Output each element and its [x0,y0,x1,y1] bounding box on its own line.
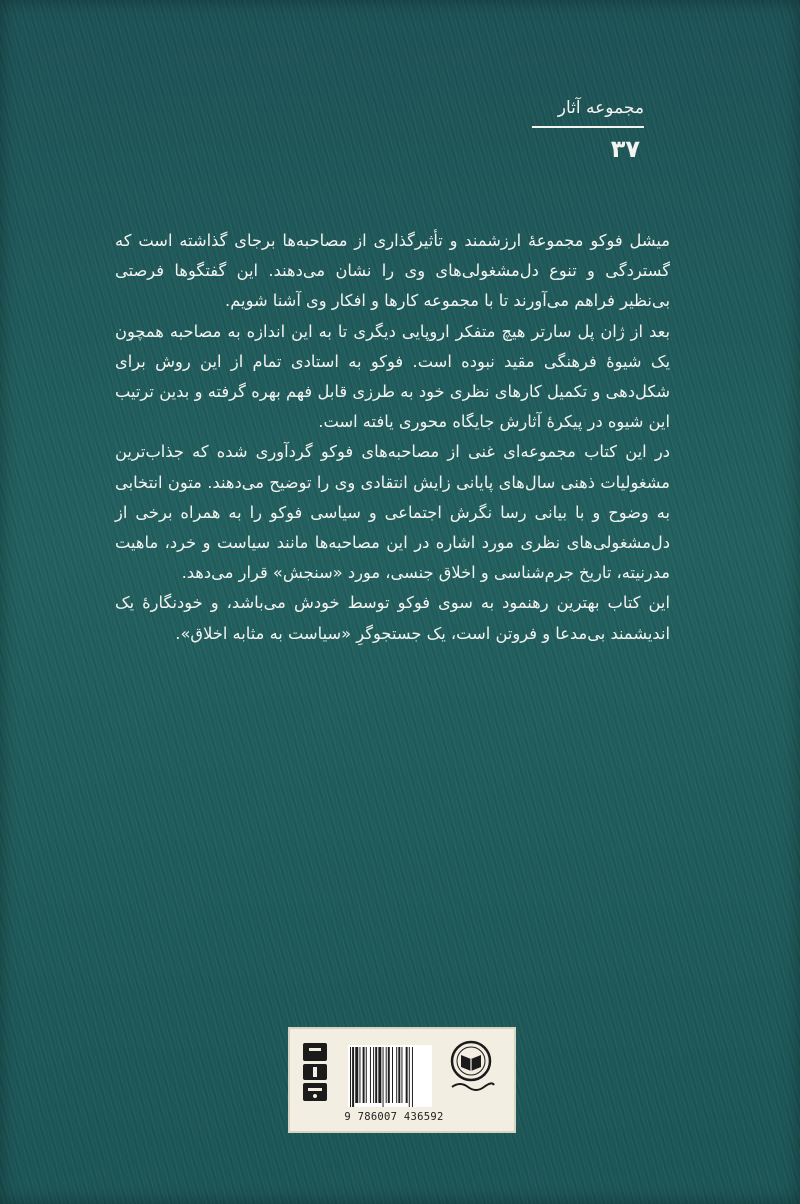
barcode-bar [366,1047,367,1103]
barcode-bar [352,1047,354,1107]
blurb-paragraph-4: این کتاب بهترین رهنمود به سوی فوکو توسط خودش می‌باشد، و خودنگارهٔ یک اندیشمند بی‌مدعا و فروتن است، یک جستجوگرِ «سیاست به مثابه اخلاق». [115,593,670,643]
barcode-bar [392,1047,393,1103]
barcode-bar [355,1047,358,1103]
barcode-bar [409,1047,410,1107]
barcode-bar [386,1047,387,1103]
barcode-bar [383,1047,384,1107]
barcode-number: 9 786007 436592 [344,1111,444,1123]
blurb-paragraph-3: در این کتاب مجموعه‌ای غنی از مصاحبه‌های فوکو گردآوری شده که جذاب‌ترین مشغولیات ذهنی سال‌های پایانی زایش انتقادی وی را توضیح می‌دهند. متون انتخابی به وضوح و با بیانی رسا نگرش اجتماعی و سیاسی فوکو را به همراه برخی از دل‌مشغولی‌های نظری مورد اشاره در این مصاحبه‌ها مانند سیاست و خرد، ماهیت مدرنیته، تاریخ جرم‌شناسی و اخلاق جنسی، مورد «سنجش» قرار می‌دهد. [115,442,670,583]
barcode-bar [406,1047,408,1103]
barcode-bar [370,1047,371,1103]
publisher-logo-icon [300,1041,330,1103]
barcode-bar [396,1047,397,1103]
barcode-bar [350,1047,351,1107]
blurb-paragraph-2: بعد از ژان پل سارتر هیچ متفکر اروپایی دیگری تا به این اندازه به مصاحبه همچون یک شیوهٔ فرهنگی مقید نبوده است. فوکو به استادی تمام از این روش برای شکل‌دهی و تکمیل کارهای نظری خود به طرزی قابل فهم بهره گرفته و بدین ترتیب این شیوه در پیکرهٔ آثارش جایگاه محوری یافته است. [115,321,670,432]
barcode-icon [348,1045,432,1107]
barcode-bar [401,1047,402,1103]
barcode-bar [363,1047,365,1103]
barcode-bar [359,1047,360,1103]
barcode-bar [375,1047,377,1103]
series-label: مجموعه آثار [557,98,644,118]
barcode-bar [378,1047,381,1103]
barcode-bar [412,1047,413,1107]
series-number: ۳۷ [610,135,640,163]
series-divider [532,126,644,128]
barcode-bar [388,1047,390,1103]
barcode-panel [288,1027,516,1133]
back-cover-blurb [115,226,670,649]
barcode-bar [398,1047,400,1103]
series-block [532,96,644,164]
blurb-paragraph-1: میشل فوکو مجموعهٔ ارزشمند و تأثیرگذاری از مصاحبه‌ها برجای گذاشته است که گستردگی و تنوع دل‌مشغولی‌های وی را نشان می‌دهند. این گفتگوها فرصتی بی‌نظیر فراهم می‌آورند تا با مجموعه کارها و افکار وی آشنا شویم. [115,231,670,311]
imprint-seal-icon [440,1037,502,1093]
barcode-bar [373,1047,374,1103]
